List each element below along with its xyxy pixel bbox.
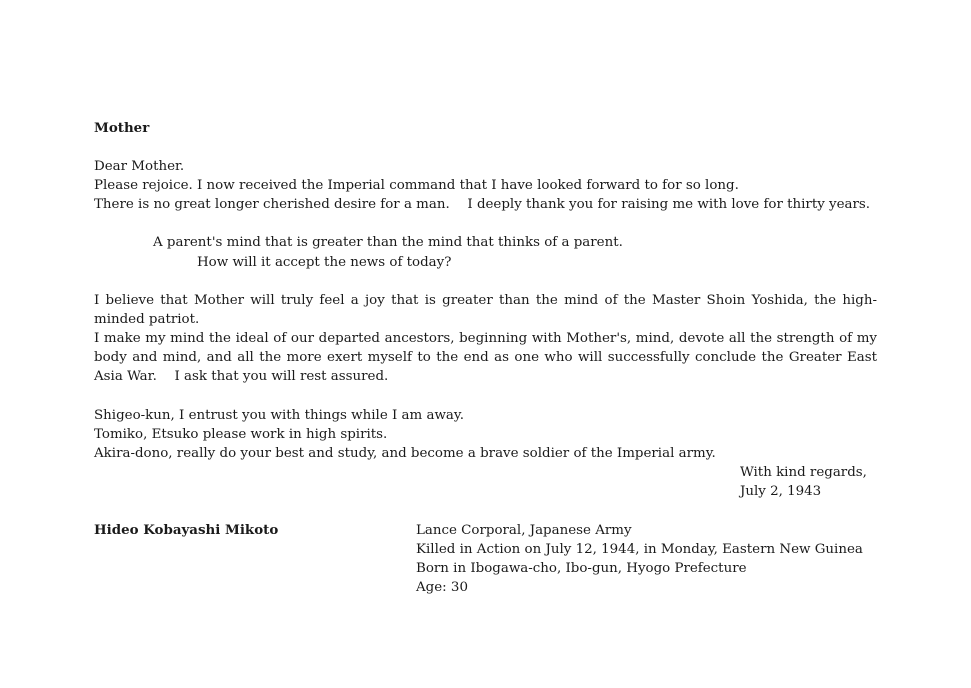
family-message: Tomiko, Etsuko please work in high spirits.: [94, 427, 388, 442]
poem-line: How will it accept the news of today?: [197, 255, 452, 270]
paragraph-line: There is no great longer cherished desire for a man. I deeply thank you for raising me with love for thirty years.: [94, 197, 871, 212]
author-name: Hideo Kobayashi Mikoto: [94, 522, 279, 538]
author-age: Age: 30: [416, 580, 468, 595]
letter-date: July 2, 1943: [740, 484, 822, 499]
author-rank: Lance Corporal, Japanese Army: [416, 523, 632, 538]
closing: With kind regards,: [740, 465, 867, 480]
letter-title: Mother: [94, 120, 150, 136]
family-message: Akira-dono, really do your best and study, and become a brave soldier of the Imperial army.: [94, 446, 716, 461]
poem-line: A parent's mind that is greater than the mind that thinks of a parent.: [153, 235, 623, 250]
author-birthplace: Born in Ibogawa-cho, Ibo-gun, Hyogo Prefecture: [416, 561, 747, 576]
family-message: Shigeo-kun, I entrust you with things while I am away.: [94, 408, 464, 423]
paragraph-resolve: I make my mind the ideal of our departed ancestors, beginning with Mother's, mind, devote all the strength of my body and mind, and all the more exert myself to the end as one who will successfully conclude the Greater East Asia War. I ask that you will rest assured.: [94, 331, 877, 384]
author-death: Killed in Action on July 12, 1944, in Monday, Eastern New Guinea: [416, 542, 863, 557]
paragraph-shoin: I believe that Mother will truly feel a joy that is greater than the mind of the Master Shoin Yoshida, the high-minded patriot.: [94, 293, 877, 327]
salutation: Dear Mother.: [94, 159, 185, 174]
paragraph-line: Please rejoice. I now received the Imperial command that I have looked forward to for so long.: [94, 178, 739, 193]
